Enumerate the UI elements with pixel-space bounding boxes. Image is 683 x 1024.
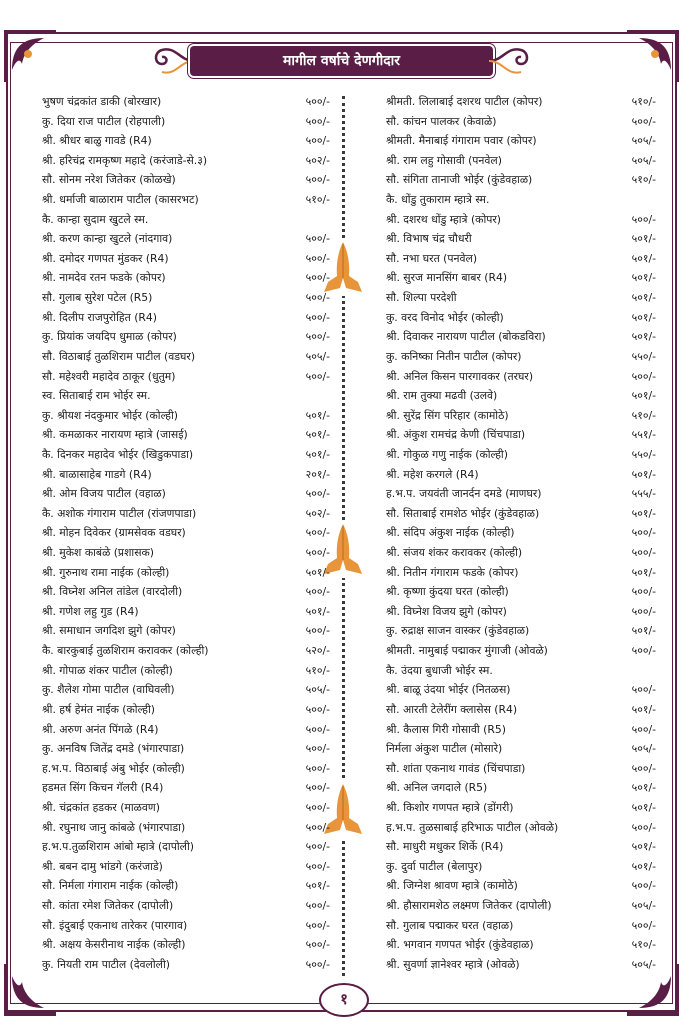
donation-amount: ५१०/- [305,663,330,677]
donor-name: श्री. बाळासाहेब गाडगे (R4) [42,467,152,481]
donor-row [30,680,330,700]
donor-name: कै. अशोक गंगाराम पाटील (रांजणपाडा) [42,506,197,520]
donor-row [372,170,656,190]
donor-name: श्री. गोपाळ शंकर पाटील (कोल्ही) [42,663,173,677]
donor-row [372,425,656,445]
title-banner [150,40,533,82]
donation-amount: ५००/- [631,722,656,736]
donor-row [372,523,656,543]
donor-row [372,327,656,347]
donor-row [372,876,656,896]
donor-name: ह.भ.प.तुळशिराम आंबो म्हात्रे (दापोली) [42,840,194,854]
donor-row [372,367,656,387]
donation-amount: ५००/- [305,232,330,246]
donor-name: श्री. रघुनाथ जानु कांबळे (भंगारपाडा) [42,820,186,834]
donor-name: श्री. राम तुक्या मढवी (उलवे) [386,389,498,403]
donor-list-left [30,92,330,974]
donor-row [372,916,656,936]
donor-name: सौ. इंदुबाई एकनाथ तारेकर (पारगाव) [42,918,188,932]
donation-amount: ५००/- [631,369,656,383]
donor-row [30,92,330,112]
donation-amount: ५१०/- [631,938,656,952]
donation-amount: ५०१/- [631,251,656,265]
donor-row [372,190,656,210]
donor-name: कै. उंदया बुधाजी भोईर स्म. [386,663,493,677]
donation-amount: ५००/- [305,918,330,932]
donor-name: कै. कान्हा सुदाम खुटले स्म. [42,212,149,226]
donor-name: श्री. हौसारामशेठ लक्ष्मण जितेकर (दापोली) [386,898,552,912]
donor-name: श्री. नितीन गंगाराम फडके (कोपर) [386,565,519,579]
donor-name: श्री. मोहन दिवेकर (ग्रामसेवक वडघर) [42,526,186,540]
donor-name: श्री. सुरज मानसिंग बाबर (R4) [386,271,508,285]
donor-row [372,621,656,641]
donor-name: श्री. सुवर्णा ज्ञानेश्वर म्हात्रे (ओवळे) [386,957,520,971]
donation-amount: ५०१/- [631,310,656,324]
donation-amount: ५०१/- [631,467,656,481]
donation-amount: ५२०/- [305,644,330,658]
donor-row [30,602,330,622]
donor-row [30,406,330,426]
donor-row [372,798,656,818]
donation-amount: ५०१/- [305,565,330,579]
donor-name: श्री. संदिप अंकुश नाईक (कोल्ही) [386,526,515,540]
donor-name: सौ. आरती टेलेरींग क्लासेस (R4) [386,702,518,716]
donation-amount: ५०१/- [305,428,330,442]
donation-amount: ५०१/- [631,702,656,716]
donor-row [372,582,656,602]
donation-amount: ५००/- [305,291,330,305]
donation-amount: ५००/- [305,114,330,128]
donor-row [372,641,656,661]
donor-row [372,857,656,877]
donor-name: श्री. कमळाकर नारायण म्हात्रे (जासई) [42,428,188,442]
donor-name: ह.भ.प. तुळसाबाई हरिभाऊ पाटील (ओवळे) [386,820,559,834]
donor-name: सौ. महेश्वरी महादेव ठाकूर (धुतुम) [42,369,176,383]
donation-amount: ५०१/- [305,447,330,461]
donation-amount: ५००/- [305,330,330,344]
donation-amount: ५०१/- [631,624,656,638]
donor-row [30,778,330,798]
donation-amount: ५०५/- [631,134,656,148]
donation-amount: ५००/- [631,212,656,226]
donation-amount: ५००/- [305,800,330,814]
donor-row [30,876,330,896]
donor-row [30,210,330,230]
donor-name: श्री. अंकुश रामचंद्र केणी (चिंचपाडा) [386,428,526,442]
donor-name: कै. बारकुबाई तुळशिराम करावकर (कोल्ही) [42,644,209,658]
donor-row [30,327,330,347]
donor-row [30,935,330,955]
donor-name: कु. नियती राम पाटील (देवलोली) [42,957,171,971]
donation-amount: ५००/- [305,95,330,108]
donation-amount: ५००/- [631,526,656,540]
donor-row [372,955,656,975]
donor-name: श्री. दिवाकर नारायण पाटील (बोकडविरा) [386,330,546,344]
donor-row [30,268,330,288]
donor-row [372,386,656,406]
donor-row [372,249,656,269]
donor-row [30,445,330,465]
donor-name: सौ. कांता रमेश जितेकर (दापोली) [42,898,174,912]
donor-name: कै. दिनकर महादेव भोईर (खिडुकपाडा) [42,447,194,461]
donor-row [30,759,330,779]
donor-row [30,131,330,151]
donor-row [372,935,656,955]
donor-name: श्री. अनिल किसन पारगावकर (तरघर) [386,369,534,383]
donation-amount: ५००/- [305,840,330,854]
donor-name: श्री. बाळू उंदया भोईर (नितळस) [386,683,511,697]
donor-row [30,700,330,720]
donor-row [30,484,330,504]
donor-row [30,955,330,975]
donor-name: सौ. कांचन पालकर (केवाळे) [386,114,497,128]
donor-row [372,347,656,367]
donor-row [30,465,330,485]
donation-amount: ५००/- [305,761,330,775]
donor-name: श्री. हरिचंद्र रामकृष्ण महादे (करंजाडे-से.३) [42,153,208,167]
donor-name: कु. वरद विनोद भोईर (कोल्ही) [386,310,504,324]
donor-name: सौ. संगिता तानाजी भोईर (कुंडेवहाळ) [386,173,533,187]
donor-row [372,896,656,916]
donation-amount: ५५०/- [631,447,656,461]
donor-name: सौ. शिल्पा परदेशी [386,291,457,305]
donor-row [372,739,656,759]
donor-name: कु. रुद्राक्ष साजन वास्कर (कुंडेवहाळ) [386,624,530,638]
donation-amount: ५००/- [305,271,330,285]
donor-row [30,837,330,857]
donation-amount: ५००/- [305,742,330,756]
donor-name: कु. दुर्वा पाटील (बेलापुर) [386,859,483,873]
donor-row [30,661,330,681]
donation-amount: ५००/- [305,898,330,912]
donation-amount: ५००/- [305,487,330,501]
donor-row [30,563,330,583]
donor-row [30,112,330,132]
donor-name: श्री. विभाष चंद्र चौधरी [386,232,472,246]
donation-amount: ५००/- [631,820,656,834]
donor-name: सौ. सोनम नरेश जितेकर (कोळखे) [42,173,176,187]
corner-ornament-top-left [4,30,58,84]
donation-amount: ५००/- [631,114,656,128]
donor-name: श्री. दिलीप राजपुरोहित (R4) [42,310,157,324]
donor-name: श्री. चंद्रकांत हडकर (माळवण) [42,800,160,814]
donor-name: श्री. दशरथ धोंडु म्हात्रे (कोपर) [386,212,502,226]
donor-name: श्री. ओम विजय पाटील (वहाळ) [42,487,166,501]
donor-name: सौ. विठाबाई तुळशिराम पाटील (वडघर) [42,349,196,363]
donor-row [30,151,330,171]
donor-row [30,543,330,563]
donation-amount: ५००/- [305,585,330,599]
donor-row [372,563,656,583]
donor-name: श्री. भगवान गणपत भोईर (कुंडेवहाळ) [386,938,534,952]
donor-row [30,288,330,308]
donor-name: सौ. माधुरी मधुकर शिर्के (R4) [386,840,504,854]
donation-amount: ५०१/- [305,408,330,422]
donor-name: श्री. गणेश लहु गुड (R4) [42,604,139,618]
donation-amount: ५०५/- [305,683,330,697]
donor-row [30,523,330,543]
donor-row [372,484,656,504]
donation-amount: ५५०/- [631,349,656,363]
donation-amount: ५०१/- [631,330,656,344]
donor-name: निर्मला अंकुश पाटील (मोसारे) [386,742,503,756]
donor-name: श्री. दमोदर गणपत मुंडकर (R4) [42,251,169,265]
donor-row [372,268,656,288]
donation-amount: ५१०/- [631,408,656,422]
donor-name: श्री. गुरुनाथ रामा नाईक (कोल्ही) [42,565,170,579]
donor-row [30,916,330,936]
donor-name: हडमत सिंग किचन गॅलरी (R4) [42,781,164,795]
donor-row [372,308,656,328]
donor-list-right [372,92,656,974]
donor-name: श्री. मुकेश काबंळे (प्रशासक) [42,546,155,560]
donor-row [30,308,330,328]
donor-name: श्री. किशोर गणपत म्हात्रे (डोंगरी) [386,800,514,814]
donor-name: श्री. अनिल जगदाले (R5) [386,781,488,795]
donor-name: श्री. अक्षय केसरीनाथ नाईक (कोल्ही) [42,938,186,952]
donation-amount: ५००/- [305,310,330,324]
donation-amount: ५०१/- [631,781,656,795]
donation-amount: ५००/- [631,918,656,932]
donor-name: कु. दिया राज पाटील (रोहपाली) [42,114,166,128]
donor-row [372,818,656,838]
donor-row [30,582,330,602]
donor-name: श्री. कृष्णा कुंदया घरत (कोल्ही) [386,585,509,599]
donation-amount: ५०५/- [631,153,656,167]
donation-amount: ५०१/- [631,506,656,520]
donor-row [30,818,330,838]
donation-amount: ५००/- [305,369,330,383]
donor-name: कु. श्रीयश नंदकुमार भोईर (कोल्ही) [42,408,178,422]
donation-amount: ५००/- [631,644,656,658]
donor-name: श्रीमती. नामुबाई पद्माकर मुंगाजी (ओवळे) [386,644,548,658]
donation-amount: ५००/- [631,585,656,599]
donor-row [30,386,330,406]
donation-amount: २०१/- [305,467,330,481]
donor-row [372,229,656,249]
donor-row [30,798,330,818]
donor-row [30,190,330,210]
donor-row [372,680,656,700]
donation-amount: ५००/- [305,781,330,795]
donor-row [372,465,656,485]
donor-name: भुषण चंद्रकांत डाकी (बोरखार) [42,95,162,108]
donation-amount: ५००/- [305,859,330,873]
banner-box [190,46,493,76]
donor-name: श्री. धर्माजी बाळाराम पाटील (कासरभट) [42,193,199,207]
donor-name: श्री. हर्ष हेमंत नाईक (कोल्ही) [42,702,155,716]
donor-name: श्री. विघ्नेश विजय झुगे (कोपर) [386,604,507,618]
donation-amount: ५०१/- [631,859,656,873]
donation-amount: ५०५/- [631,957,656,971]
donor-name: श्री. महेश करगले (R4) [386,467,479,481]
donation-amount: ५०१/- [305,604,330,618]
donor-row [372,543,656,563]
donor-row [30,170,330,190]
donation-amount: ५०१/- [631,840,656,854]
banner-flourish-right [489,40,533,82]
donor-name: श्री. समाधान जगदिश झुगे (कोपर) [42,624,176,638]
donor-row [30,249,330,269]
donor-name: श्री. संजय शंकर करावकर (कोल्ही) [386,546,523,560]
donor-name: ह.भ.प. विठाबाई अंबु भोईर (कोल्ही) [42,761,185,775]
donation-amount: ५००/- [631,761,656,775]
donor-name: श्री. श्रीधर बाळु गावडे (R4) [42,134,152,148]
donor-name: श्री. विघ्नेश अनिल तांडेल (वारदोली) [42,585,183,599]
donation-amount: ५०२/- [305,506,330,520]
donor-name: श्री. नामदेव रतन फडके (कोपर) [42,271,166,285]
donor-row [372,661,656,681]
donation-amount: ५५५/- [631,487,656,501]
donation-amount: ५००/- [305,957,330,971]
donor-row [30,720,330,740]
donation-amount: ५००/- [631,683,656,697]
donation-amount: ५०१/- [631,232,656,246]
donor-row [372,720,656,740]
donation-amount: ५०१/- [631,291,656,305]
donor-name: सौ. गुलाब पद्माकर घरत (वहाळ) [386,918,514,932]
donor-name: श्रीमती. मैनाबाई गंगाराम पवार (कोपर) [386,134,537,148]
donor-row [30,229,330,249]
donor-row [372,210,656,230]
donor-row [30,347,330,367]
donation-amount: ५१०/- [305,193,330,207]
donor-name: सौ. शांता एकनाथ गावंड (चिंचपाडा) [386,761,526,775]
donation-amount: ५०५/- [631,742,656,756]
donation-amount: ५००/- [631,879,656,893]
donor-row [30,857,330,877]
donation-amount: ५००/- [305,820,330,834]
donor-row [372,602,656,622]
donation-amount: ५५१/- [631,428,656,442]
donation-amount: ५००/- [305,173,330,187]
donor-row [372,151,656,171]
donation-amount: ५०१/- [631,271,656,285]
donor-row [372,406,656,426]
donor-row [30,367,330,387]
donation-amount: ५०१/- [631,389,656,403]
donor-row [30,896,330,916]
donor-row [30,641,330,661]
donation-amount: ५०१/- [305,879,330,893]
donor-name: श्री. कैलास गिरी गोसावी (R5) [386,722,506,736]
donation-amount: ५००/- [305,546,330,560]
corner-ornament-top-right [625,30,679,84]
donor-row [30,425,330,445]
donor-name: श्रीमती. लिलाबाई दशरथ पाटील (कोपर) [386,95,543,108]
donor-name: श्री. राम लहु गोसावी (पनवेल) [386,153,502,167]
donation-amount: ५००/- [305,526,330,540]
donor-row [30,621,330,641]
donor-row [30,504,330,524]
donor-name: श्री. गोकुळ गणु नाईक (कोल्ही) [386,447,508,461]
donation-amount: ५००/- [631,604,656,618]
donation-amount: ५०५/- [305,349,330,363]
donor-name: श्री. जिग्नेश श्रावण म्हात्रे (कामोठे) [386,879,518,893]
donor-row [372,700,656,720]
donation-amount: ५००/- [305,938,330,952]
donor-name: सौ. निर्मला गंगाराम नाईक (कोल्ही) [42,879,179,893]
donation-amount: ५१०/- [631,95,656,108]
donor-name: श्री. करण कान्हा खुटले (नांदगाव) [42,232,173,246]
donor-row [372,837,656,857]
donor-row [372,445,656,465]
donor-row [372,504,656,524]
donation-amount: ५०५/- [631,898,656,912]
donation-amount: ५०१/- [631,800,656,814]
donor-row [372,288,656,308]
donor-name: सौ. सिताबाई रामशेठ भोईर (कुंडेवहाळ) [386,506,540,520]
donation-amount: ५००/- [305,251,330,265]
donor-name: श्री. अरुण अनंत पिंगळे (R4) [42,722,159,736]
donor-name: स्व. सिताबाई राम भोईर स्म. [42,389,151,403]
donor-row [30,739,330,759]
donation-amount: ५१०/- [631,173,656,187]
banner-flourish-left [150,40,194,82]
donor-name: कु. शैलेश गोमा पाटील (वाघिवली) [42,683,175,697]
donor-name: श्री. सुरेंद्र सिंग परिहार (कामोठे) [386,408,509,422]
donor-name: सौ. नभा घरत (पनवेल) [386,251,478,265]
donation-amount: ५००/- [305,624,330,638]
donor-row [372,112,656,132]
donor-name: कु. अनविष जितेंद्र दमडे (भंगारपाडा) [42,742,185,756]
donation-amount: ५००/- [305,702,330,716]
donor-name: कै. धोंडु तुकाराम म्हात्रे स्म. [386,193,490,207]
donor-name: श्री. बबन दामु भांडगे (करंजाडे) [42,859,163,873]
page-number: १ [319,983,369,1017]
donor-name: कु. कनिष्का नितीन पाटील (कोपर) [386,349,522,363]
donor-row [372,778,656,798]
donation-amount: ५००/- [305,722,330,736]
donation-amount: ५००/- [305,134,330,148]
donor-name: ह.भ.प. जयवंती जानर्दन दमडे (माणघर) [386,487,542,501]
donor-row [372,131,656,151]
page-title: मागील वर्षाचे देणगीदार [283,53,400,69]
donation-amount: ५०१/- [631,565,656,579]
donation-amount: ५०२/- [305,153,330,167]
donor-row [372,759,656,779]
donor-name: सौ. गुलाब सुरेश पटेल (R5) [42,291,153,305]
donor-row [372,92,656,112]
donor-name: कु. प्रियांक जयदिप धुमाळ (कोपर) [42,330,177,344]
donation-amount: ५००/- [631,546,656,560]
